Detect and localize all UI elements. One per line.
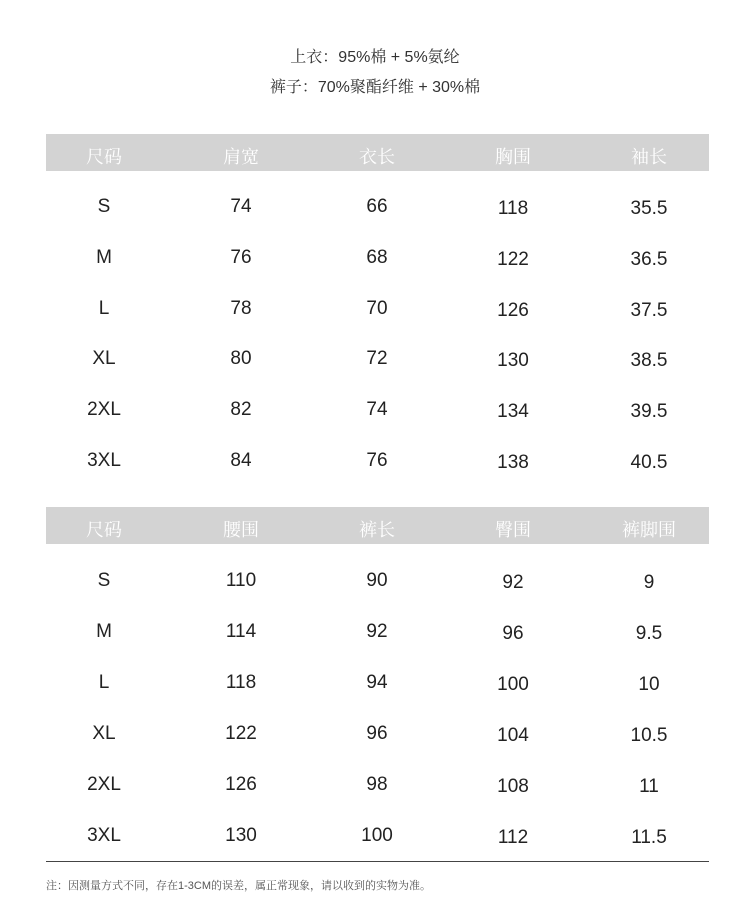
header-cell: 裤脚围: [622, 520, 676, 540]
size-cell: M: [96, 621, 112, 642]
table-cell: 138: [497, 452, 529, 473]
top-material-text: 上衣：95%棉 + 5%氨纶: [290, 49, 460, 66]
table-cell: 9: [643, 572, 655, 593]
table-cell: 9.5: [635, 623, 663, 644]
table-cell: 122: [225, 723, 257, 744]
bottom-material-text: 裤子：70%聚酯纤维 + 30%棉: [269, 79, 481, 96]
header-cell: 裤长: [359, 520, 395, 540]
top-table-header: [46, 134, 709, 171]
header-cell: 尺码: [86, 147, 122, 167]
table-cell: 70: [366, 297, 388, 319]
header-cell: 衣长: [359, 147, 395, 167]
size-cell: 3XL: [87, 450, 121, 471]
header-cell: 腰围: [223, 520, 259, 540]
table-cell: 78: [230, 297, 252, 319]
table-cell: 11: [639, 776, 659, 797]
table-cell: 118: [225, 672, 257, 693]
table-cell: 39.5: [630, 401, 668, 423]
table-cell: 80: [230, 348, 252, 370]
table-cell: 100: [361, 825, 393, 846]
table-cell: 74: [366, 399, 388, 421]
table-cell: 94: [366, 672, 388, 693]
table-cell: 84: [230, 450, 252, 471]
table-cell: 72: [366, 348, 388, 370]
size-cell: S: [97, 570, 111, 591]
size-cell: L: [98, 297, 110, 319]
header-cell: 尺码: [86, 520, 122, 540]
size-cell: XL: [92, 723, 116, 744]
table-cell: 37.5: [630, 299, 668, 321]
size-cell: L: [98, 672, 110, 693]
header-cell: 袖长: [631, 147, 667, 167]
table-cell: 126: [497, 299, 529, 321]
measurement-note: 注：因测量方式不同，存在1-3CM的误差，属正常现象，请以收到的实物为准。: [46, 880, 432, 892]
table-cell: 108: [497, 776, 529, 797]
table-cell: 36.5: [630, 248, 668, 270]
table-cell: 130: [497, 350, 529, 372]
table-cell: 74: [230, 196, 252, 217]
table-cell: 96: [366, 723, 388, 744]
table-cell: 100: [497, 674, 529, 695]
table-cell: 40.5: [630, 452, 668, 473]
size-cell: 2XL: [87, 399, 121, 421]
table-cell: 82: [230, 399, 252, 421]
table-cell: 11.5: [631, 827, 667, 848]
table-cell: 96: [502, 623, 524, 644]
table-cell: 90: [366, 570, 388, 591]
size-cell: 2XL: [87, 774, 121, 795]
table-cell: 114: [225, 621, 257, 642]
table-cell: 92: [366, 621, 388, 642]
table-cell: 118: [497, 198, 529, 219]
table-cell: 134: [497, 401, 529, 423]
size-cell: 3XL: [87, 825, 121, 846]
table-cell: 76: [366, 450, 388, 471]
size-cell: XL: [92, 348, 116, 370]
header-cell: 肩宽: [223, 147, 259, 167]
table-cell: 110: [225, 570, 257, 591]
divider-line: [46, 861, 709, 862]
table-cell: 122: [497, 248, 529, 270]
table-cell: 10.5: [630, 725, 668, 746]
table-cell: 126: [225, 774, 257, 795]
table-cell: 130: [225, 825, 257, 846]
table-cell: 38.5: [630, 350, 668, 372]
table-cell: 10: [638, 674, 660, 695]
table-cell: 66: [366, 196, 388, 217]
table-cell: 76: [230, 246, 252, 268]
table-cell: 68: [366, 246, 388, 268]
header-cell: 胸围: [495, 147, 531, 167]
table-cell: 98: [366, 774, 388, 795]
table-cell: 92: [502, 572, 524, 593]
size-cell: S: [97, 196, 111, 217]
header-cell: 臀围: [495, 520, 531, 540]
size-cell: M: [96, 246, 112, 268]
table-cell: 112: [497, 827, 529, 848]
table-cell: 104: [497, 725, 529, 746]
table-cell: 35.5: [630, 198, 668, 219]
bottom-table-header: [46, 507, 709, 544]
